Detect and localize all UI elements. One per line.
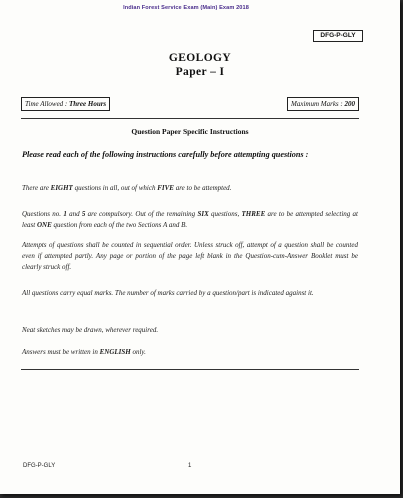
instruction-item: Questions no. 1 and 5 are compulsory. Out of the remaining SIX questions, THREE are to be attempted selecting at least ONE question from each of the two Sections A and B. [22,210,358,229]
paper-title: Paper – I [175,66,225,78]
paper-code-box: DFG-P-GLY [313,30,363,42]
time-allowed-box [21,97,110,111]
bottom-divider [21,369,359,370]
instruction-item: Answers must be written in ENGLISH only. [22,348,146,356]
time-allowed-value: Three Hours [69,100,107,108]
time-allowed-label: Time Allowed : [25,100,70,108]
subject-title: GEOLOGY [168,52,232,64]
instruction-item: There are EIGHT questions in all, out of which FIVE are to be attempted. [22,184,232,192]
exam-stamp: Indian Forest Service Exam (Main) Exam 2018 [123,5,249,11]
instruction-item: Neat sketches may be drawn, wherever required. [22,326,159,334]
footer-paper-code: DFG-P-GLY [23,463,56,469]
instructions-intro: Please read each of the following instructions carefully before attempting questions : [22,150,309,159]
page-number: 1 [188,463,192,469]
maximum-marks-box [287,97,359,111]
instruction-item: All questions carry equal marks. The number of marks carried by a question/part is indicated against it. [22,289,314,297]
maximum-marks-value: 200 [344,100,355,108]
instruction-item: Attempts of questions shall be counted in sequential order. Unless struck off, attempt of a question shall be counted even if attempted partly. Any page or portion of the page left blank in the Question-cum-Answer Booklet must be clearly struck off. [22,241,358,271]
maximum-marks-label: Maximum Marks : [291,100,345,108]
top-divider [21,118,359,119]
instructions-heading: Question Paper Specific Instructions [131,127,249,136]
